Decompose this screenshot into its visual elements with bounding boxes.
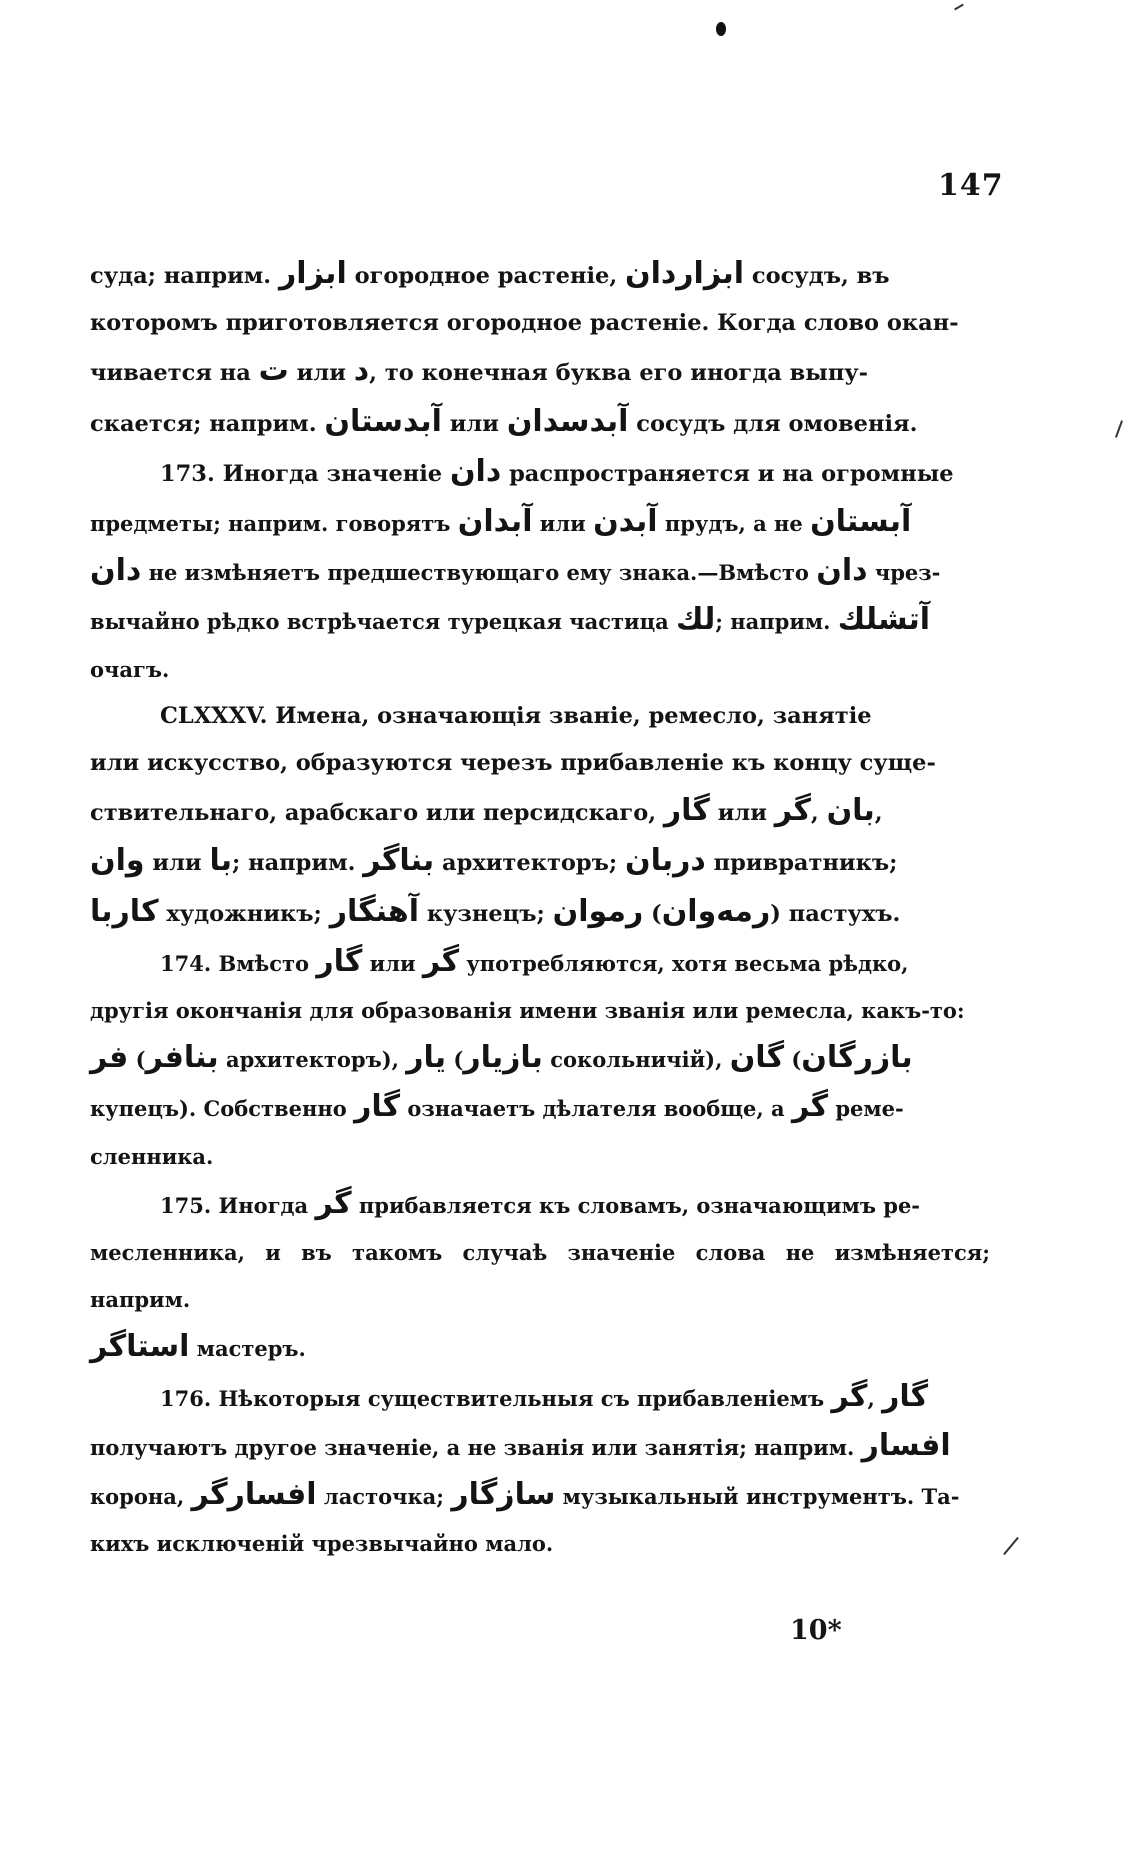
arabic-word: گر xyxy=(774,793,811,829)
text-run: архитекторъ), xyxy=(218,1047,407,1073)
text-run: ) пастухъ. xyxy=(770,900,901,927)
text-run: Иногда xyxy=(218,1192,316,1218)
text-run: огородное растенiе, xyxy=(346,263,625,289)
arabic-word: آبدن xyxy=(593,504,658,540)
arabic-word: استاگر xyxy=(90,1329,190,1365)
text-run: или xyxy=(362,950,423,976)
arabic-word: بناگر xyxy=(363,843,435,879)
text-run: сосудъ, въ xyxy=(744,263,890,289)
text-run: купецъ). Собственно xyxy=(90,1096,355,1122)
text-run: очагъ. xyxy=(90,656,170,682)
text-run: кузнецъ; xyxy=(419,900,553,927)
page-number: 147 xyxy=(938,168,1004,203)
arabic-word: گار xyxy=(663,793,710,829)
text-run: мастеръ. xyxy=(189,1336,306,1362)
text-line xyxy=(90,398,990,448)
text-run: употребляются, хотя весьма рѣдко, xyxy=(459,950,909,976)
arabic-word: کاربا xyxy=(90,893,159,929)
text-run: распространяется и на огромные xyxy=(501,460,954,487)
text-line xyxy=(90,1034,990,1083)
arabic-word: گر xyxy=(831,1378,868,1414)
text-line xyxy=(90,1083,990,1132)
arabic-word: آبدان xyxy=(457,504,533,540)
text-run: , xyxy=(867,1385,883,1411)
arabic-word: دان xyxy=(90,553,142,589)
text-run: или искусство, образуются черезъ прибавленiе къ концу суще- xyxy=(90,750,936,777)
text-run: или xyxy=(144,850,210,877)
section-number: 174. xyxy=(160,950,219,976)
text-run: ( xyxy=(128,1047,146,1073)
arabic-word: آهنگار xyxy=(329,893,420,929)
arabic-word: آبدسدان xyxy=(506,403,629,439)
arabic-word: گر xyxy=(315,1185,352,1221)
section-number: CLXXXV. xyxy=(160,702,276,729)
text-line xyxy=(90,1373,990,1422)
text-run: получаютъ другое значенiе, а не званiя или занятiя; наприм. xyxy=(90,1434,862,1460)
arabic-word: رمه‌وان xyxy=(661,893,771,929)
arabic-word: آتشلك xyxy=(837,602,931,638)
text-run: ( xyxy=(784,1047,802,1073)
text-line xyxy=(90,448,990,498)
text-line xyxy=(90,1422,990,1471)
text-line xyxy=(90,693,990,740)
text-run: , то конечная буква его иногда выпу- xyxy=(369,360,869,387)
text-line xyxy=(90,250,990,300)
text-run: или xyxy=(288,360,354,387)
arabic-word: ابزار xyxy=(278,256,347,291)
arabic-word: سازگار xyxy=(451,1477,556,1513)
text-run: месленника, и въ такомъ случаѣ значенiе слова не измѣняется; наприм. xyxy=(90,1240,990,1313)
arabic-word: ت xyxy=(258,353,289,389)
text-run: Вмѣсто xyxy=(218,950,317,976)
text-run: или xyxy=(709,800,775,827)
arabic-word: وان xyxy=(90,843,145,879)
text-line xyxy=(90,1229,990,1323)
arabic-word: با xyxy=(209,843,232,879)
text-run: или xyxy=(532,511,594,537)
text-line xyxy=(90,1520,990,1567)
text-line xyxy=(90,498,990,547)
text-line xyxy=(90,547,990,596)
text-run: художникъ; xyxy=(158,900,330,927)
text-line xyxy=(90,740,990,787)
text-run: реме- xyxy=(828,1096,904,1122)
arabic-word: گر xyxy=(791,1089,829,1125)
text-line xyxy=(90,1471,990,1520)
arabic-word: بنافر xyxy=(145,1040,219,1076)
arabic-word: افسار xyxy=(861,1427,951,1463)
paper-speck xyxy=(954,4,964,11)
arabic-word: ابزاردان xyxy=(625,256,745,291)
text-run: предметы; наприм. говорятъ xyxy=(90,511,458,537)
arabic-word: رموان xyxy=(552,893,644,929)
text-line xyxy=(90,987,990,1034)
text-run: означаетъ дѣлателя вообще, а xyxy=(400,1096,792,1122)
arabic-word: دان xyxy=(449,453,502,489)
arabic-word: گر xyxy=(422,943,460,979)
arabic-word: بازیار xyxy=(463,1040,543,1076)
arabic-word: بازرگان xyxy=(801,1040,913,1076)
section-number: 175. xyxy=(160,1192,219,1218)
text-run: ствительнаго, арабскаго или персидскаго, xyxy=(90,800,664,827)
signature-mark: 10* xyxy=(790,1615,842,1646)
text-run: сокольничiй), xyxy=(542,1047,730,1073)
section-number: 173. xyxy=(160,460,223,487)
text-run: архитекторъ; xyxy=(434,850,626,877)
text-run: ( xyxy=(643,900,662,927)
arabic-word: لك xyxy=(676,602,716,638)
text-run: скается; наприм. xyxy=(90,410,325,437)
arabic-word: دربان xyxy=(625,843,706,879)
arabic-word: فر xyxy=(90,1040,129,1076)
text-run: другiя окончанiя для образованiя имени званiя или ремесла, какъ-то: xyxy=(90,998,965,1024)
text-line xyxy=(90,938,990,987)
arabic-word: افسارگر xyxy=(191,1477,317,1513)
text-run: ( xyxy=(446,1047,464,1073)
text-line xyxy=(90,300,990,347)
arabic-word: آبدستان xyxy=(324,403,442,439)
text-line xyxy=(90,347,990,397)
text-run: ласточка; xyxy=(316,1484,452,1510)
text-run: или xyxy=(441,410,507,437)
text-run: Имена, означающiя званiе, ремесло, занятiе xyxy=(275,702,872,729)
arabic-word: آبستان xyxy=(810,504,912,540)
section-number: 176. xyxy=(160,1385,219,1411)
text-run: вычайно рѣдко встрѣчается турецкая частица xyxy=(90,609,677,635)
text-run: Иногда значенiе xyxy=(222,460,450,487)
text-run: не измѣняетъ предшествующаго ему знака.—Вмѣсто xyxy=(141,560,817,586)
paper-speck xyxy=(1115,420,1123,438)
text-line xyxy=(90,1323,990,1372)
text-run: , xyxy=(810,800,827,827)
text-run: Нѣкоторыя существительныя съ прибавленiемъ xyxy=(218,1385,832,1411)
text-run: ; наприм. xyxy=(232,850,364,877)
ink-blot xyxy=(716,22,726,36)
text-run: сленника. xyxy=(90,1143,214,1169)
text-run: привратникъ; xyxy=(705,850,898,877)
text-run: прудъ, а не xyxy=(657,511,811,537)
body-text xyxy=(90,250,990,1567)
arabic-word: گار xyxy=(316,943,363,979)
text-run: сосудъ для омовенiя. xyxy=(628,410,918,437)
text-run: ; наприм. xyxy=(715,609,838,635)
text-run: чрез- xyxy=(867,560,941,586)
arabic-word: د xyxy=(353,353,370,389)
text-run: суда; наприм. xyxy=(90,263,279,289)
paper-speck xyxy=(1003,1537,1019,1555)
arabic-word: گار xyxy=(354,1089,401,1125)
text-run: корона, xyxy=(90,1484,192,1510)
text-run: музыкальный инструментъ. Та- xyxy=(555,1484,960,1510)
text-run: чивается на xyxy=(90,360,259,387)
arabic-word: گار xyxy=(882,1378,929,1414)
arabic-word: یار xyxy=(406,1040,447,1076)
text-run: , xyxy=(874,800,883,827)
text-line xyxy=(90,787,990,837)
text-run: прибавляется къ словамъ, означающимъ ре- xyxy=(351,1192,921,1218)
text-line xyxy=(90,837,990,887)
text-run: кихъ исключенiй чрезвычайно мало. xyxy=(90,1531,554,1557)
text-line xyxy=(90,596,990,645)
arabic-word: بان xyxy=(826,793,875,829)
text-run: которомъ приготовляется огородное растенiе. Когда слово окан- xyxy=(90,310,959,337)
text-line xyxy=(90,888,990,938)
text-line xyxy=(90,1180,990,1229)
text-line xyxy=(90,646,990,693)
arabic-word: دان xyxy=(816,553,868,589)
arabic-word: گان xyxy=(729,1040,785,1076)
text-line xyxy=(90,1133,990,1180)
